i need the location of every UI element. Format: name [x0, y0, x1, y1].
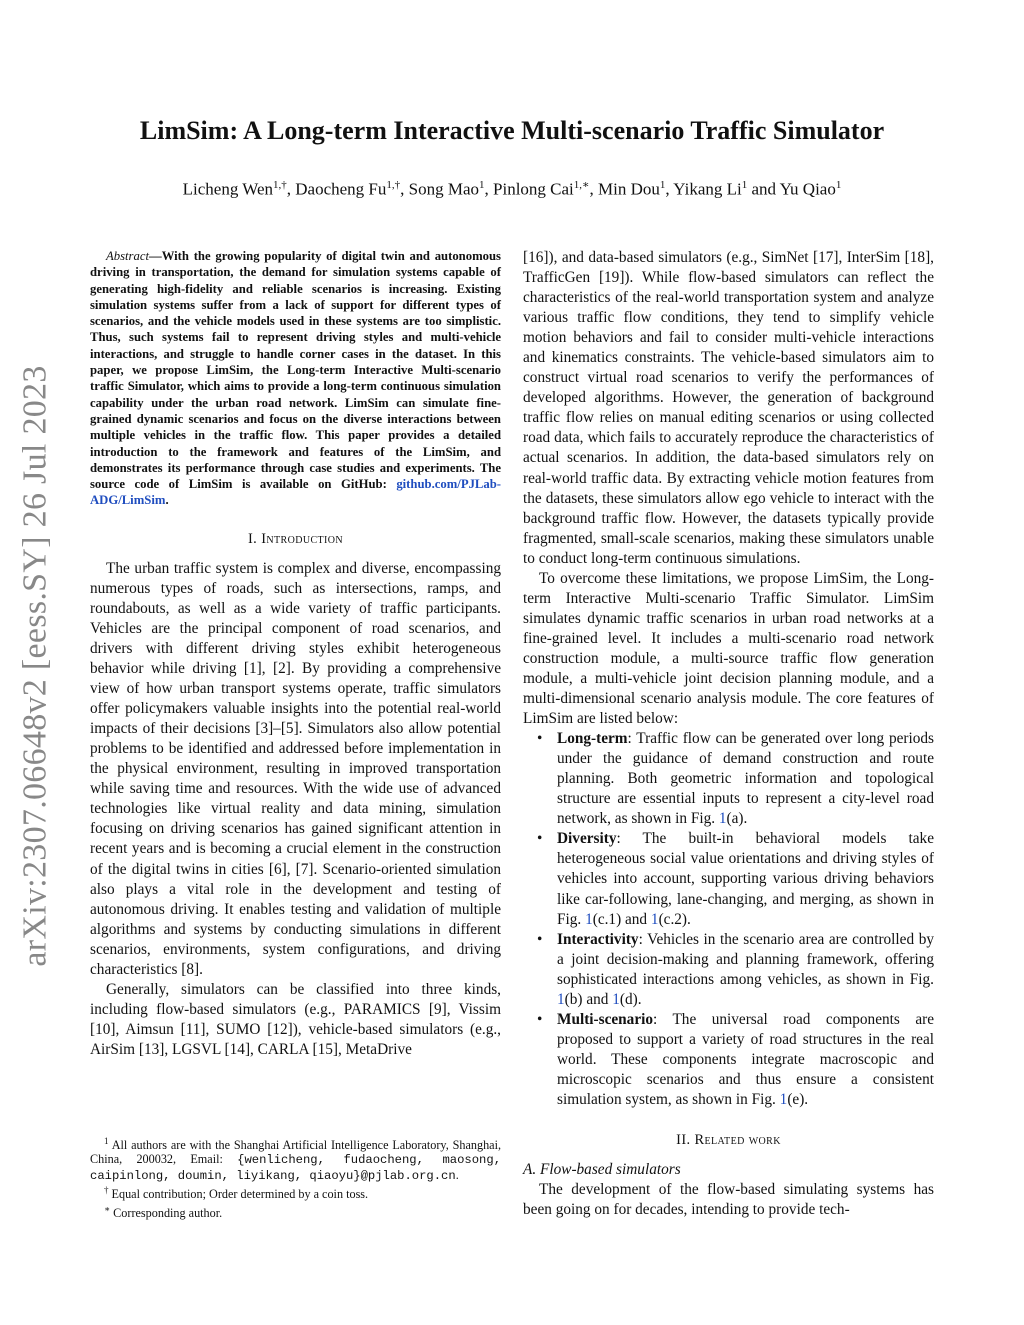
author-name: Yikang Li: [673, 179, 742, 199]
section-number: II.: [676, 1132, 691, 1149]
paper-title: LimSim: A Long-term Interactive Multi-scenario Traffic Simulator: [139, 116, 885, 145]
footnote-text: All authors are with the Shanghai Artificial Intelligence Laboratory, Shanghai, China, 200032, Email:: [90, 1138, 502, 1167]
feature-text: (e).: [787, 1090, 809, 1108]
section-heading-introduction: [90, 529, 501, 549]
footnote-mark: ∗: [104, 1203, 111, 1214]
figure-reference[interactable]: 1: [585, 910, 593, 928]
subsection-heading-flow-based: A. Flow-based simulators: [523, 1161, 681, 1179]
author-affiliation: 1: [741, 179, 748, 191]
author-name: Yu Qiao: [779, 179, 836, 199]
feature-item: [523, 1010, 934, 1110]
footnotes: [90, 1134, 501, 1220]
author-name: Song Mao: [408, 179, 480, 199]
body-paragraph: [16]), and data-based simulators (e.g., SimNet [17], InterSim [18], TrafficGen [19]). While flow-based simulators can reflect the characteristics of the real-world transportation system and analyze various traffic flow conditions, they tend to simplify vehicle motion behaviors and fail to consider multi-vehicle interactions and kinematics constraints. The vehicle-based simulators aim to construct virtual road scenarios to verify the performances of developed algorithms. However, the generation of background traffic flow relies on manual editing scenarios or using collected road data, which fails to accurately reproduce the characteristics of actual scenarios. In addition, the data-based simulators rely on real-world traffic data. By extracting vehicle motion features from the datasets, these simulators allow ego vehicle to interact with the background traffic flow. However, the datasets typically provide fragmented, small-scale scenarios, making these simulators unable to conduct long-term continuous simulations.: [523, 249, 934, 567]
intro-paragraph: The urban traffic system is complex and diverse, encompassing numerous types of roads, such as intersections, ramps, and roundabouts, as well as a wide variety of traffic participants. Vehicles are the principal component of road scenarios, and drivers with different driving styles exhibit heterogeneous behavior while driving [1], [2]. By providing a comprehensive view of how urban transport systems operate, traffic simulators offer policymakers valuable insights into the potential real-world impacts of their decisions [3]–[5]. Simulators also allow potential problems to be identified and addressed before implementation in the physical environment, resulting in improved transportation while saving time and resources. With the wide use of advanced technologies like virtual reality and data mining, simulation focusing on driving scenarios has gained significant attention in recent years and is becoming a crucial element in the construction of the digital twins in cities [6], [7]. Scenario-oriented simulation also plays a vital role in the development and testing of autonomous driving. It enables testing and validation of multiple algorithms and systems by conducting simulations in different scenarios, environments, system configurations, and driving characteristics [8].: [90, 559, 501, 978]
footnote-equal-contribution: [90, 1183, 501, 1201]
section-title: Related work: [694, 1132, 781, 1149]
feature-name: Diversity: [557, 830, 617, 848]
feature-item: [523, 930, 934, 1010]
section-title: Introduction: [261, 530, 343, 547]
feature-item: [523, 729, 934, 829]
footnote-text: Equal contribution; Order determined by a coin toss.: [111, 1187, 369, 1202]
figure-reference[interactable]: 1: [779, 1090, 788, 1108]
body-paragraph: The development of the flow-based simulating systems has been going on for decades, intending to provide tech-: [523, 1181, 934, 1219]
figure-reference[interactable]: 1: [718, 810, 727, 828]
abstract: [90, 248, 501, 509]
feature-text: (d).: [619, 990, 642, 1008]
feature-name: Long-term: [557, 730, 628, 748]
author-affiliation: 1: [479, 179, 485, 191]
author-affiliation: 1,†: [386, 179, 401, 191]
abstract-body: With the growing popularity of digital twin and autonomous driving in transportation, the demand for simulation systems capable of generating high-fidelity and reliable scenarios is increasing. Existing simulation systems suffer from a lack of support for different types of scenarios, and the vehicle models used in these systems are too simplistic. Thus, such systems fail to represent driving styles and multi-vehicle interactions, and struggle to handle corner cases in the dataset. In this paper, we propose LimSim, the Long-term Interactive Multi-scenario traffic Simulator, which aims to provide a long-term continuous simulation capability under the urban road network. LimSim can simulate fine-grained dynamic scenarios and focus on the diverse interactions between multiple vehicles in the traffic flow. This paper provides a detailed introduction to the framework and features of the LimSim, and demonstrates its performance through case studies and experiments. The source code of LimSim is available on GitHub:: [90, 249, 501, 492]
figure-reference[interactable]: 1: [612, 990, 620, 1008]
intro-paragraph: Generally, simulators can be classified into three kinds, including flow-based simulators (e.g., PARAMICS [9], Vissim [10], Aimsun [11], SUMO [12]), vehicle-based simulators (e.g., AirSim [13], LGSVL [14], CARLA [15], MetaDrive: [90, 980, 501, 1058]
figure-reference[interactable]: 1: [650, 910, 659, 928]
feature-text: : Traffic flow can be generated over long periods under the guidance of demand construction and route planning. Both geometric information and topological structure are essential inputs to represent a city-level road network, as shown in Fig.: [557, 730, 934, 828]
author-affiliation: 1,†: [273, 179, 287, 191]
feature-text: (a).: [726, 810, 748, 828]
footnote-affiliation: [90, 1134, 501, 1183]
feature-text: : Vehicles in the scenario area are controlled by a joint decision-making and planning framework, offering sophisticated interactions among vehicles, as shown in Fig.: [557, 930, 934, 988]
abstract-dash: —: [149, 249, 162, 263]
footnote-mark: †: [104, 1185, 109, 1196]
author-name: Daocheng Fu: [295, 179, 387, 199]
author-name: Min Dou: [598, 179, 660, 199]
feature-text: (c.1) and: [592, 910, 651, 928]
feature-name: Interactivity: [557, 930, 639, 948]
body-paragraph: To overcome these limitations, we propose LimSim, the Long-term Interactive Multi-scenario Traffic Simulator. LimSim simulates dynamic traffic scenarios in urban road networks at a fine-grained level. It includes a multi-scenario road network construction module, a multi-source traffic flow generation module, a multi-vehicle joint decision planning module, and a multi-dimensional scenario analysis module. The core features of LimSim are listed below:: [523, 569, 934, 728]
author-affiliation: 1: [659, 179, 666, 191]
abstract-label: Abstract: [106, 249, 149, 263]
author-affiliation: 1: [835, 179, 842, 191]
arxiv-id-text: arXiv:2307.06648v2 [eess.SY] 26 Jul 2023: [17, 365, 55, 967]
author-name: Licheng Wen: [182, 179, 274, 199]
footnote-text: Corresponding author.: [113, 1205, 223, 1220]
left-column: [90, 248, 501, 1060]
author-affiliation: 1,∗: [573, 179, 590, 191]
feature-text: : The built-in behavioral models take heterogeneous social value orientations and driving styles of vehicles into account, supporting various driving behaviors like car-following, lane-changing, and merging, as shown in Fig.: [557, 830, 934, 928]
figure-reference[interactable]: 1: [557, 990, 565, 1008]
footnote-emails: {wenlicheng, fudaocheng, maosong, caipinlong, doumin, liyikang, qiaoyu}@pjlab.org.cn: [90, 1153, 502, 1183]
author-name: Pinlong Cai: [493, 179, 574, 199]
feature-list: [523, 729, 934, 1110]
feature-text: (b) and: [564, 990, 613, 1008]
footnote-mark: 1: [104, 1136, 109, 1146]
feature-text: : The universal road components are proposed to support a variety of road structures in the real world. These components integrate macroscopic and microscopic scenarios and thus ensure a consistent simulation system, as shown in Fig.: [557, 1010, 934, 1108]
abstract-period: .: [165, 493, 169, 508]
arxiv-identifier: [8, 356, 64, 976]
feature-name: Multi-scenario: [557, 1010, 654, 1028]
feature-text: (c.2).: [658, 910, 691, 928]
footnote-corresponding: [90, 1202, 501, 1220]
footnote-period: .: [455, 1167, 459, 1182]
right-column: [523, 248, 934, 1220]
section-heading-related-work: [523, 1130, 934, 1150]
author-list: Licheng Wen$^{1,\dagger}$, Daocheng $Fu^{1,\dagger}$, Song Mao$^1$, Pinlong Cai$^{1,∗}$, Min Dou$^1$, Yikang Li$^1$ and Yu Qiao$^1$: [182, 179, 842, 199]
feature-item: [523, 829, 934, 929]
github-link[interactable]: github.com/PJLab-ADG/LimSim: [90, 477, 501, 508]
section-number: I.: [247, 530, 258, 547]
